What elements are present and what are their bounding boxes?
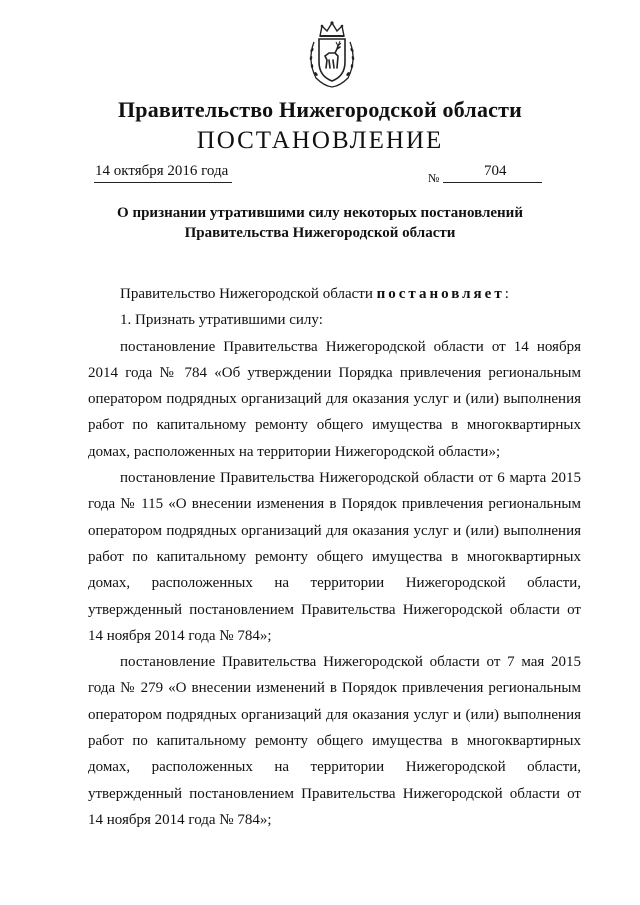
subject-line-1: О признании утратившими силу некоторых постановлений [117,205,523,221]
coat-of-arms-icon [302,20,362,90]
intro-paragraph [88,281,581,307]
paragraph-1: постановление Правительства Нижегородской области от 14 ноября 2014 года № 784 «Об утверждении Порядка привлечения региональным оператором подрядных организаций для оказания услуг и (или) выполнения работ по капитальному ремонту общего имущества в многоквартирных домах, расположенных на территории Нижегородской области»; [88,338,581,460]
paragraph-2: постановление Правительства Нижегородской области от 6 марта 2015 года № 115 «О внесении изменения в Порядок привлечения региональным оператором подрядных организаций для оказания услуг и (или) выполнения работ по капитальному ремонту общего имущества в многоквартирных домах, расположенных на территории Нижегородской области, утвержденный постановлением Правительства Нижегородской области от 14 ноября 2014 года № 784»; [88,470,581,644]
number-underline [443,182,542,183]
intro-suffix: : [504,286,509,302]
document-subject [80,203,560,243]
document-number: 704 [484,163,507,179]
intro-decree-word: постановляет [376,286,505,302]
item-1: 1. Признать утратившими силу: [120,312,323,329]
date-underline [94,182,232,183]
number-sign: № [428,171,440,185]
document-body [88,281,581,833]
subject-line-2: Правительства Нижегородской области [184,225,456,241]
document-type: ПОСТАНОВЛЕНИЕ [196,127,444,154]
government-title: Правительство Нижегородской области [117,97,522,122]
paragraph-3: постановление Правительства Нижегородской области от 7 мая 2015 года № 279 «О внесении изменений в Порядок привлечения региональным оператором подрядных организаций для оказания услуг и (или) выполнения работ по капитальному ремонту общего имущества в многоквартирных домах, расположенных на территории Нижегородской области, утвержденный постановлением Правительства Нижегородской области от 14 ноября 2014 года № 784»; [88,654,581,828]
intro-prefix: Правительство Нижегородской области [120,286,377,302]
document-date: 14 октября 2016 года [95,163,229,179]
